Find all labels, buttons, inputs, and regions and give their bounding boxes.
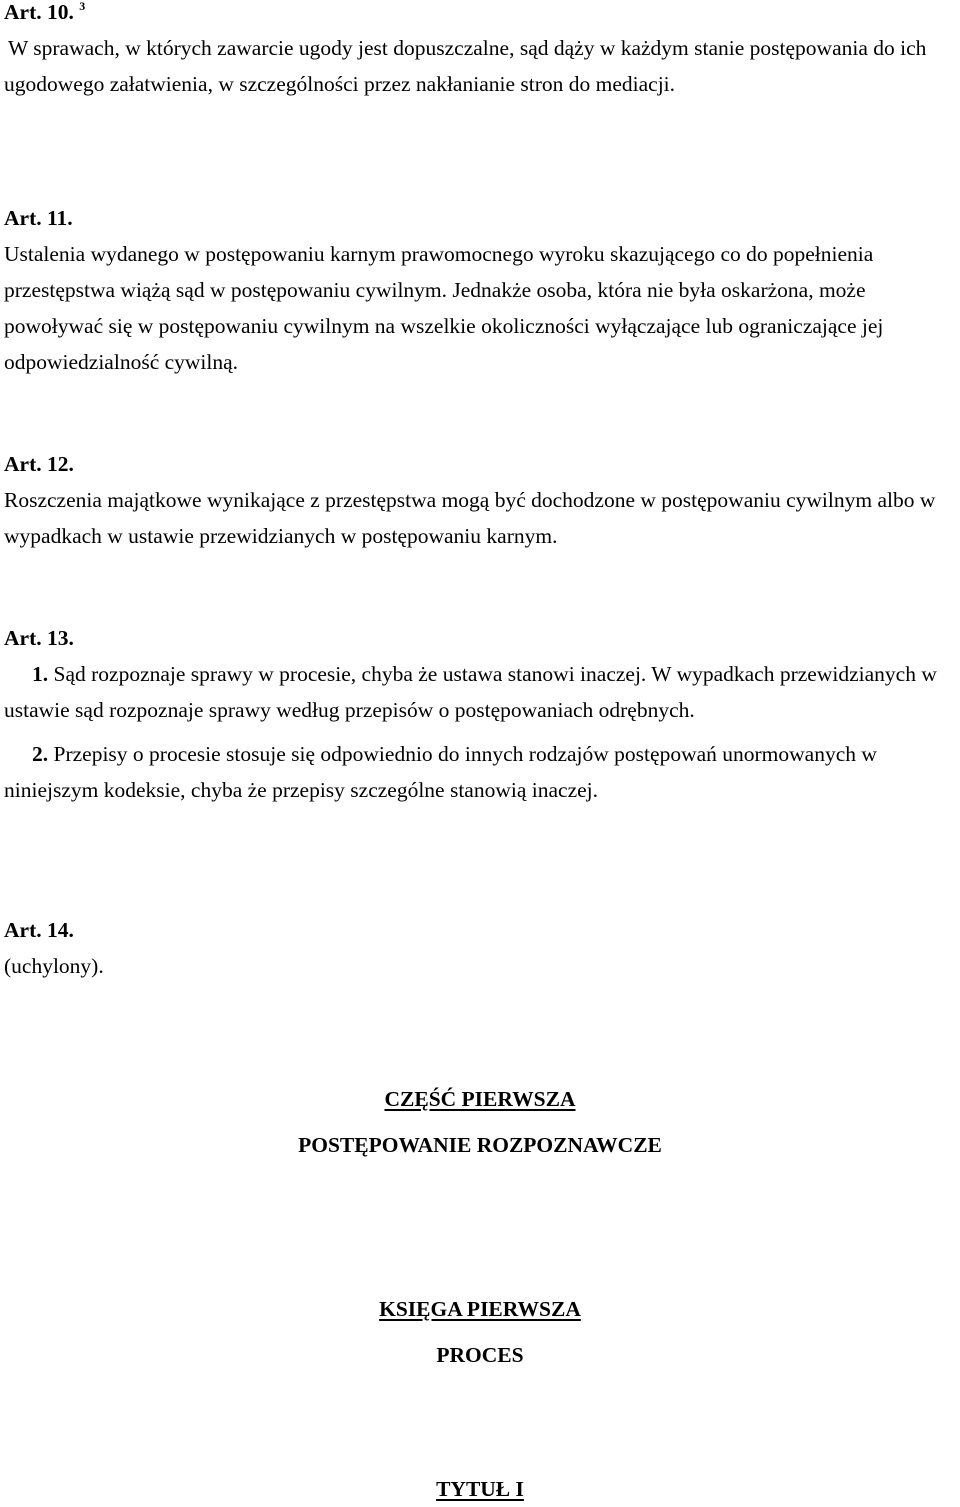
article-13-paragraph-1-number: 1. xyxy=(32,662,49,686)
article-10-footnote-mark: 3 xyxy=(79,0,86,13)
article-13-paragraph-2 xyxy=(4,736,956,808)
article-11-text: Ustalenia wydanego w postępowaniu karnym prawomocnego wyroku skazującego co do popełnienia przestępstwa wiążą sąd w postępowaniu cywilnym. Jednakże osoba, która nie była oskarżona, może powoływać się w postępowaniu cywilnym na wszelkie okoliczności wyłączające lub ograniczające jej odpowiedzialność cywilną. xyxy=(4,242,884,374)
article-14 xyxy=(4,912,956,984)
article-12-heading: Art. 12. xyxy=(4,452,74,476)
article-14-heading: Art. 14. xyxy=(4,918,74,942)
part-title: CZĘŚĆ PIERWSZA xyxy=(384,1087,576,1111)
article-13-paragraph-1 xyxy=(4,656,956,728)
book-subtitle: PROCES xyxy=(436,1343,524,1367)
article-13-paragraph-2-text: Przepisy o procesie stosuje się odpowiednio do innych rodzajów postępowań unormowanych w niniejszym kodeksie, chyba że przepisy szczególne stanowią inaczej. xyxy=(4,742,877,802)
title-heading: TYTUŁ I xyxy=(436,1477,524,1501)
article-13-heading: Art. 13. xyxy=(4,626,74,650)
book-title: KSIĘGA PIERWSZA xyxy=(379,1297,581,1321)
article-11-heading: Art. 11. xyxy=(4,206,73,230)
part-subtitle: POSTĘPOWANIE ROZPOZNAWCZE xyxy=(298,1133,662,1157)
article-13-paragraph-1-text: Sąd rozpoznaje sprawy w procesie, chyba że ustawa stanowi inaczej. W wypadkach przewidzianych w ustawie sąd rozpoznaje sprawy według przepisów o postępowaniach odrębnych. xyxy=(4,662,937,722)
article-10 xyxy=(4,0,956,102)
article-14-text: (uchylony). xyxy=(4,954,104,978)
article-10-text: W sprawach, w których zawarcie ugody jest dopuszczalne, sąd dąży w każdym stanie postępowania do ich ugodowego załatwienia, w szczególności przez nakłanianie stron do mediacji. xyxy=(4,36,927,96)
article-13-paragraph-2-number: 2. xyxy=(32,742,49,766)
article-11 xyxy=(4,200,956,380)
article-13 xyxy=(4,620,956,808)
article-12 xyxy=(4,446,956,554)
article-10-heading-text: Art. 10. xyxy=(4,0,74,24)
article-10-heading xyxy=(4,0,956,30)
article-12-text: Roszczenia majątkowe wynikające z przestępstwa mogą być dochodzone w postępowaniu cywilnym albo w wypadkach w ustawie przewidzianych w postępowaniu karnym. xyxy=(4,488,936,548)
